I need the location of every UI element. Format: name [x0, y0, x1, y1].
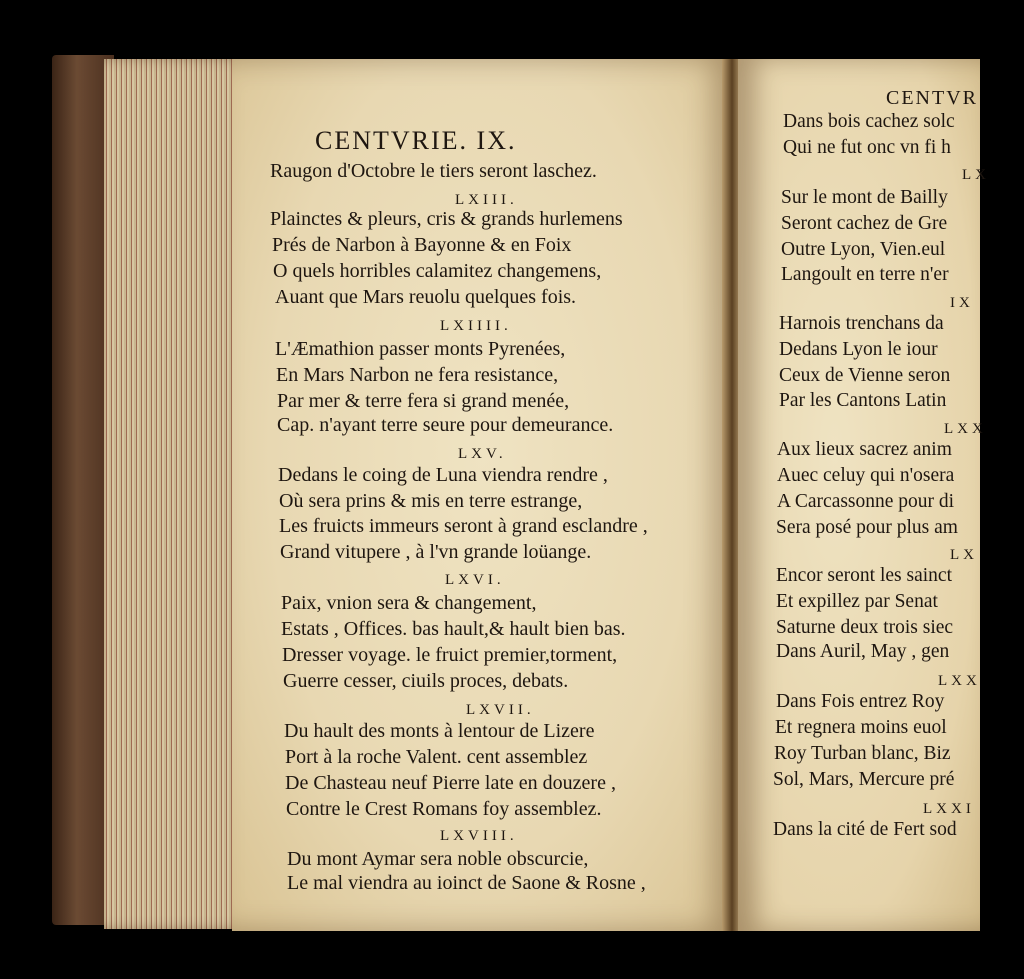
verse-line: Raugon d'Octobre le tiers seront laschez. [270, 160, 597, 182]
verse-line: Ceux de Vienne seron [779, 365, 951, 386]
verse-line: Grand vitupere , à l'vn grande loüange. [280, 541, 592, 563]
quatrain-number: LXX [944, 421, 987, 437]
verse-line: Par les Cantons Latin [779, 390, 947, 411]
verse-line: Dedans le coing de Luna viendra rendre , [278, 464, 608, 486]
verse-line: O quels horribles calamitez changemens, [273, 260, 602, 282]
verse-line: Dans bois cachez solc [783, 111, 955, 132]
quatrain-number: LX [962, 167, 990, 183]
verse-line: Outre Lyon, Vien.eul [781, 239, 946, 260]
verse-line: Aux lieux sacrez anim [777, 439, 952, 460]
verse-line: Encor seront les sainct [776, 565, 952, 586]
verse-line: Sol, Mars, Mercure pré [773, 769, 955, 790]
verse-line: Dans Fois entrez Roy [776, 691, 945, 712]
verse-line: Langoult en terre n'er [781, 264, 949, 285]
verse-line: En Mars Narbon ne fera resistance, [276, 364, 559, 386]
verse-line: Où sera prins & mis en terre estrange, [279, 490, 583, 512]
right-page-text-area [738, 59, 990, 931]
verse-line: Par mer & terre fera si grand menée, [277, 390, 570, 412]
verse-line: Seront cachez de Gre [781, 213, 948, 234]
verse-line: Le mal viendra au ioinct de Saone & Rosne , [287, 872, 646, 894]
verse-line: Paix, vnion sera & changement, [281, 592, 537, 614]
verse-line: Plainctes & pleurs, cris & grands hurlemens [270, 208, 623, 230]
verse-line: Dresser voyage. le fruict premier,torment, [282, 644, 618, 666]
verse-line: Auant que Mars reuolu quelques fois. [275, 286, 577, 308]
verse-line: Sur le mont de Bailly [781, 187, 948, 208]
verse-line: Du mont Aymar sera noble obscurcie, [287, 848, 589, 870]
verse-line: Sera posé pour plus am [776, 517, 958, 538]
verse-line: Du hault des monts à lentour de Lizere [284, 720, 595, 742]
quatrain-number: LX [950, 547, 978, 563]
quatrain-number: LXVIII. [440, 828, 518, 844]
quatrain-number: IX [950, 295, 974, 311]
quatrain-number: LXVII. [466, 702, 535, 718]
quatrain-number: LXX [938, 673, 981, 689]
verse-line: Contre le Crest Romans foy assemblez. [286, 798, 602, 820]
quatrain-number: LXIIII. [440, 318, 512, 334]
verse-line: A Carcassonne pour di [777, 491, 955, 512]
quatrain-number: LXIII. [455, 192, 518, 208]
verse-line: Harnois trenchans da [779, 313, 944, 334]
verse-line: Auec celuy qui n'osera [777, 465, 955, 486]
verse-line: Qui ne fut onc vn fi h [783, 137, 951, 158]
verse-line: L'Æmathion passer monts Pyrenées, [275, 338, 566, 360]
verse-line: Port à la roche Valent. cent assemblez [285, 746, 588, 768]
left-page-header: CENTVRIE. IX. [315, 126, 517, 155]
verse-line: Dedans Lyon le iour [779, 339, 938, 360]
verse-line: Et expillez par Senat [776, 591, 938, 612]
verse-line: Guerre cesser, ciuils proces, debats. [283, 670, 569, 692]
quatrain-number: LXV. [458, 446, 507, 462]
quatrain-number: LXXI [923, 801, 975, 817]
right-page-header: CENTVR [886, 87, 978, 109]
verse-line: Estats , Offices. bas hault,& hault bien bas. [281, 618, 626, 640]
verse-line: Saturne deux trois siec [776, 617, 954, 638]
verse-line: Et regnera moins euol [775, 717, 947, 738]
quatrain-number: LXVI. [445, 572, 505, 588]
verse-line: Cap. n'ayant terre seure pour demeurance. [277, 414, 614, 436]
verse-line: Les fruicts immeurs seront à grand esclandre , [279, 515, 648, 537]
verse-line: Dans Auril, May , gen [776, 641, 950, 662]
verse-line: Roy Turban blanc, Biz [774, 743, 951, 764]
verse-line: Dans la cité de Fert sod [773, 819, 957, 840]
verse-line: De Chasteau neuf Pierre late en douzere , [285, 772, 616, 794]
verse-line: Prés de Narbon à Bayonne & en Foix [272, 234, 572, 256]
